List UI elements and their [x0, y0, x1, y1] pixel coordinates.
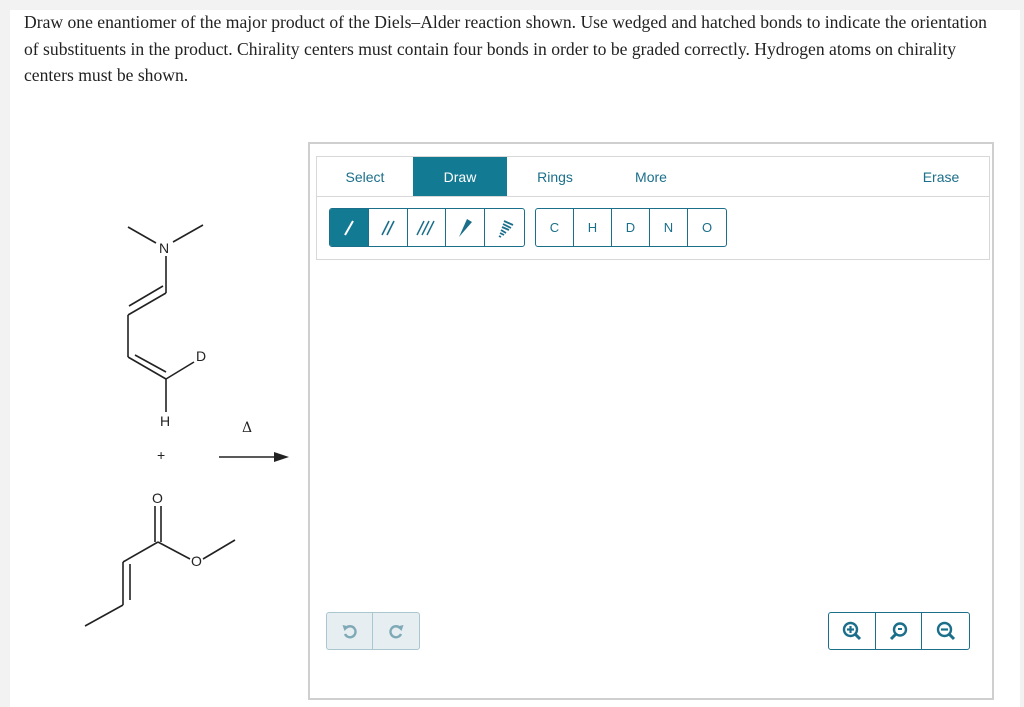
tab-erase[interactable]: Erase	[922, 168, 960, 185]
wedge-bond-icon	[455, 217, 475, 239]
zoom-fit-button[interactable]	[876, 613, 923, 649]
atom-h: H	[160, 413, 171, 429]
zoom-out-button[interactable]	[922, 613, 969, 649]
c1-c2-bond-inner	[129, 286, 163, 306]
undo-icon	[341, 622, 359, 640]
c-oester-bond	[158, 542, 190, 559]
plus-sign: +	[157, 447, 166, 463]
bond-tool-group	[329, 208, 525, 247]
n-methyl-bond-right	[173, 225, 203, 242]
tab-select[interactable]: Select	[345, 168, 385, 185]
atom-tool-group	[535, 208, 727, 247]
triple-bond-icon	[415, 218, 437, 238]
triple-bond-button[interactable]	[408, 209, 447, 246]
atom-d: D	[196, 348, 207, 364]
reaction-drawing	[0, 0, 300, 707]
zoom-fit-icon	[889, 621, 909, 641]
zoom-group	[828, 612, 970, 650]
question-text: Draw one enantiomer of the major product of the Diels–Alder reaction shown. Use wedged and hatched bonds to indicate the orientation of substituents in the product. Chirality centers must contain four bonds in order to be graded correctly. Hydrogen atoms on chirality centers must be shown.	[24, 12, 987, 85]
redo-icon	[387, 622, 405, 640]
atom-h-button[interactable]: H	[574, 209, 612, 246]
methyl-bond	[85, 605, 123, 626]
atom-carbonyl-o: O	[152, 490, 163, 506]
double-bond-button[interactable]	[369, 209, 408, 246]
reaction-scheme	[0, 0, 300, 707]
c4-d-bond	[166, 362, 194, 379]
hash-bond-icon	[494, 217, 516, 239]
wedge-bond-button[interactable]	[446, 209, 485, 246]
zoom-out-icon	[936, 621, 956, 641]
history-group	[326, 612, 420, 650]
tab-rings[interactable]: Rings	[537, 168, 573, 185]
atom-d-button[interactable]: D	[612, 209, 650, 246]
zoom-in-icon	[842, 621, 862, 641]
o-methyl-bond	[203, 540, 235, 559]
n-methyl-bond-left	[128, 227, 156, 243]
sketcher-toolbar	[316, 156, 990, 260]
atom-n-button[interactable]: N	[650, 209, 688, 246]
atom-o-button[interactable]: O	[701, 220, 713, 235]
atom-ester-o: O	[191, 553, 202, 569]
zoom-in-button[interactable]	[829, 613, 876, 649]
single-bond-button[interactable]	[330, 209, 369, 246]
atom-n: N	[159, 240, 170, 256]
c-carbonyl-bond	[123, 542, 158, 562]
molecule-sketcher[interactable]	[308, 142, 994, 700]
tab-more[interactable]: More	[635, 168, 667, 185]
toolbar-tabs	[317, 157, 989, 197]
atom-c-button[interactable]: C	[536, 209, 574, 246]
undo-button[interactable]	[327, 613, 373, 649]
single-bond-icon	[339, 218, 359, 238]
double-bond-icon	[378, 218, 398, 238]
redo-button[interactable]	[373, 613, 419, 649]
hash-bond-button[interactable]	[485, 209, 524, 246]
tab-draw[interactable]: Draw	[413, 157, 507, 196]
reaction-arrow-head	[274, 452, 289, 462]
heat-symbol: Δ	[242, 420, 253, 436]
